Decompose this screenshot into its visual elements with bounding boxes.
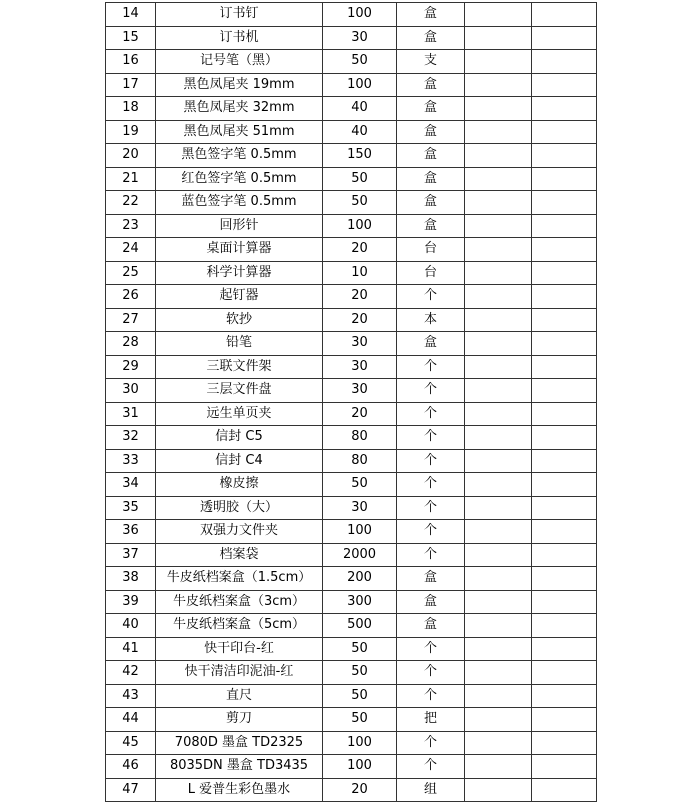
item-name: 透明胶（大） [156,496,323,520]
item-name: 记号笔（黑） [156,50,323,74]
empty-cell [532,191,597,215]
unit: 个 [397,355,465,379]
table-row [106,449,597,473]
quantity: 40 [323,97,397,121]
row-number: 17 [106,73,156,97]
unit: 个 [397,661,465,685]
table-row [106,191,597,215]
unit: 个 [397,402,465,426]
row-number: 39 [106,590,156,614]
table-row [106,3,597,27]
item-name: 远生单页夹 [156,402,323,426]
table-row [106,238,597,262]
item-name: 档案袋 [156,543,323,567]
quantity: 40 [323,120,397,144]
unit: 组 [397,778,465,802]
item-name: 红色签字笔 0.5mm [156,167,323,191]
quantity: 50 [323,191,397,215]
table-row [106,355,597,379]
table-row [106,637,597,661]
item-name: 订书钉 [156,3,323,27]
quantity: 50 [323,473,397,497]
quantity: 50 [323,637,397,661]
empty-cell [532,261,597,285]
row-number: 24 [106,238,156,262]
unit: 个 [397,520,465,544]
empty-cell [465,496,532,520]
empty-cell [532,238,597,262]
unit: 个 [397,755,465,779]
row-number: 41 [106,637,156,661]
empty-cell [532,473,597,497]
empty-cell [532,449,597,473]
empty-cell [465,97,532,121]
empty-cell [465,73,532,97]
unit: 个 [397,731,465,755]
row-number: 34 [106,473,156,497]
table-row [106,144,597,168]
quantity: 30 [323,496,397,520]
row-number: 45 [106,731,156,755]
empty-cell [532,167,597,191]
item-name: 牛皮纸档案盒（3cm） [156,590,323,614]
unit: 个 [397,473,465,497]
empty-cell [465,379,532,403]
empty-cell [465,332,532,356]
quantity: 50 [323,661,397,685]
empty-cell [532,120,597,144]
empty-cell [532,684,597,708]
empty-cell [465,473,532,497]
empty-cell [532,332,597,356]
table-row [106,214,597,238]
row-number: 43 [106,684,156,708]
empty-cell [532,402,597,426]
item-name: 蓝色签字笔 0.5mm [156,191,323,215]
table-row [106,26,597,50]
item-name: 快干清洁印泥油-红 [156,661,323,685]
table-row [106,496,597,520]
quantity: 2000 [323,543,397,567]
unit: 本 [397,308,465,332]
empty-cell [532,426,597,450]
empty-cell [465,3,532,27]
row-number: 42 [106,661,156,685]
empty-cell [465,26,532,50]
table-row [106,379,597,403]
empty-cell [465,637,532,661]
table-row [106,520,597,544]
table-row [106,473,597,497]
table-row [106,426,597,450]
item-name: 橡皮擦 [156,473,323,497]
unit: 盒 [397,73,465,97]
empty-cell [465,426,532,450]
row-number: 28 [106,332,156,356]
item-name: 信封 C4 [156,449,323,473]
quantity: 500 [323,614,397,638]
table-row [106,332,597,356]
row-number: 47 [106,778,156,802]
item-name: 科学计算器 [156,261,323,285]
unit: 支 [397,50,465,74]
quantity: 30 [323,26,397,50]
empty-cell [465,238,532,262]
quantity: 100 [323,3,397,27]
row-number: 19 [106,120,156,144]
item-name: L 爱普生彩色墨水 [156,778,323,802]
row-number: 46 [106,755,156,779]
row-number: 27 [106,308,156,332]
row-number: 23 [106,214,156,238]
empty-cell [532,355,597,379]
item-name: 起钉器 [156,285,323,309]
item-name: 双强力文件夹 [156,520,323,544]
empty-cell [465,402,532,426]
row-number: 36 [106,520,156,544]
table-row [106,778,597,802]
item-name: 黑色凤尾夹 19mm [156,73,323,97]
empty-cell [465,191,532,215]
empty-cell [465,567,532,591]
row-number: 30 [106,379,156,403]
item-name: 三联文件架 [156,355,323,379]
item-name: 信封 C5 [156,426,323,450]
unit: 个 [397,379,465,403]
table-row [106,120,597,144]
empty-cell [532,778,597,802]
quantity: 50 [323,708,397,732]
quantity: 20 [323,238,397,262]
empty-cell [532,567,597,591]
item-name: 订书机 [156,26,323,50]
empty-cell [465,285,532,309]
table-row [106,308,597,332]
empty-cell [465,520,532,544]
empty-cell [465,144,532,168]
empty-cell [465,661,532,685]
empty-cell [465,261,532,285]
unit: 盒 [397,97,465,121]
quantity: 100 [323,73,397,97]
row-number: 14 [106,3,156,27]
row-number: 38 [106,567,156,591]
unit: 盒 [397,191,465,215]
item-name: 黑色凤尾夹 51mm [156,120,323,144]
supplies-table [105,2,597,802]
unit: 盒 [397,214,465,238]
empty-cell [465,590,532,614]
table-row [106,73,597,97]
row-number: 31 [106,402,156,426]
unit: 盒 [397,26,465,50]
quantity: 100 [323,214,397,238]
empty-cell [532,661,597,685]
empty-cell [532,614,597,638]
unit: 盒 [397,120,465,144]
row-number: 33 [106,449,156,473]
quantity: 100 [323,755,397,779]
item-name: 黑色凤尾夹 32mm [156,97,323,121]
empty-cell [465,449,532,473]
row-number: 44 [106,708,156,732]
table-row [106,755,597,779]
table-row [106,402,597,426]
unit: 盒 [397,590,465,614]
unit: 把 [397,708,465,732]
table-row [106,614,597,638]
quantity: 50 [323,167,397,191]
empty-cell [532,308,597,332]
empty-cell [532,590,597,614]
unit: 个 [397,543,465,567]
empty-cell [465,731,532,755]
row-number: 21 [106,167,156,191]
empty-cell [465,167,532,191]
empty-cell [465,543,532,567]
empty-cell [532,755,597,779]
unit: 盒 [397,332,465,356]
empty-cell [465,708,532,732]
table-row [106,684,597,708]
table-row [106,261,597,285]
item-name: 三层文件盘 [156,379,323,403]
empty-cell [532,50,597,74]
table-row [106,708,597,732]
empty-cell [532,496,597,520]
item-name: 剪刀 [156,708,323,732]
empty-cell [532,144,597,168]
empty-cell [532,379,597,403]
unit: 台 [397,238,465,262]
table-row [106,661,597,685]
empty-cell [532,637,597,661]
row-number: 29 [106,355,156,379]
unit: 个 [397,449,465,473]
row-number: 18 [106,97,156,121]
item-name: 8035DN 墨盒 TD3435 [156,755,323,779]
quantity: 10 [323,261,397,285]
item-name: 牛皮纸档案盒（1.5cm） [156,567,323,591]
row-number: 15 [106,26,156,50]
row-number: 37 [106,543,156,567]
table-row [106,543,597,567]
table-row [106,285,597,309]
row-number: 40 [106,614,156,638]
empty-cell [532,73,597,97]
empty-cell [532,543,597,567]
table-row [106,731,597,755]
unit: 盒 [397,567,465,591]
row-number: 25 [106,261,156,285]
row-number: 32 [106,426,156,450]
quantity: 20 [323,285,397,309]
quantity: 30 [323,332,397,356]
item-name: 桌面计算器 [156,238,323,262]
empty-cell [532,26,597,50]
item-name: 牛皮纸档案盒（5cm） [156,614,323,638]
empty-cell [465,684,532,708]
item-name: 铅笔 [156,332,323,356]
quantity: 20 [323,402,397,426]
item-name: 黑色签字笔 0.5mm [156,144,323,168]
row-number: 35 [106,496,156,520]
item-name: 软抄 [156,308,323,332]
unit: 台 [397,261,465,285]
quantity: 30 [323,355,397,379]
quantity: 50 [323,50,397,74]
empty-cell [532,97,597,121]
row-number: 20 [106,144,156,168]
unit: 盒 [397,3,465,27]
empty-cell [532,3,597,27]
quantity: 150 [323,144,397,168]
unit: 个 [397,285,465,309]
empty-cell [465,308,532,332]
quantity: 20 [323,778,397,802]
table-row [106,50,597,74]
unit: 个 [397,426,465,450]
empty-cell [465,614,532,638]
table-row [106,97,597,121]
empty-cell [532,520,597,544]
item-name: 7080D 墨盒 TD2325 [156,731,323,755]
empty-cell [465,778,532,802]
empty-cell [532,731,597,755]
quantity: 300 [323,590,397,614]
table-body [106,3,597,802]
table-row [106,590,597,614]
row-number: 26 [106,285,156,309]
quantity: 50 [323,684,397,708]
empty-cell [532,708,597,732]
unit: 个 [397,684,465,708]
table-row [106,167,597,191]
row-number: 22 [106,191,156,215]
empty-cell [465,214,532,238]
empty-cell [465,355,532,379]
quantity: 100 [323,520,397,544]
quantity: 20 [323,308,397,332]
quantity: 80 [323,449,397,473]
empty-cell [532,214,597,238]
quantity: 80 [323,426,397,450]
row-number: 16 [106,50,156,74]
empty-cell [465,50,532,74]
empty-cell [465,120,532,144]
unit: 盒 [397,614,465,638]
item-name: 快干印台-红 [156,637,323,661]
unit: 盒 [397,167,465,191]
empty-cell [532,285,597,309]
empty-cell [465,755,532,779]
item-name: 直尺 [156,684,323,708]
item-name: 回形针 [156,214,323,238]
quantity: 30 [323,379,397,403]
unit: 个 [397,637,465,661]
quantity: 200 [323,567,397,591]
quantity: 100 [323,731,397,755]
unit: 盒 [397,144,465,168]
table-row [106,567,597,591]
unit: 个 [397,496,465,520]
